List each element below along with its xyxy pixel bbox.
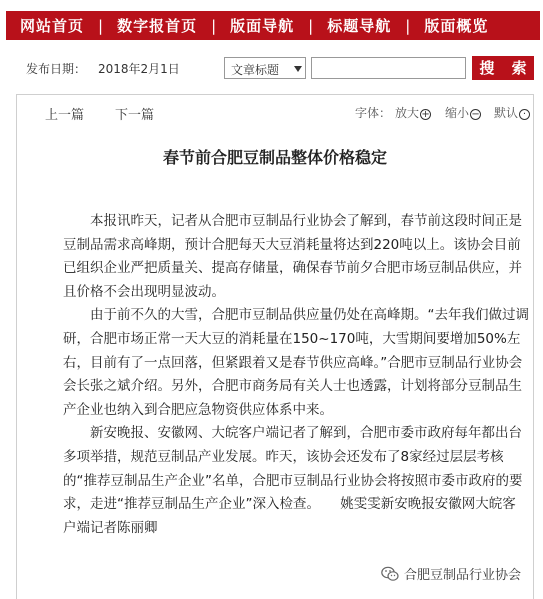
wechat-icon (381, 566, 399, 582)
font-enlarge-label: 放大 (395, 106, 420, 120)
article-container (16, 94, 534, 599)
font-enlarge-button[interactable] (395, 104, 431, 121)
article-body (63, 210, 529, 540)
article-paragraph: 由于前不久的大雪，合肥市豆制品供应量仍处在高峰期。“去年我们做过调研，合肥市场正常一天大豆的消耗量在150~170吨，大雪期间要增加50%左右，目前有了一点回落，但紧跟着又是春节供应高峰。”合肥市豆制品行业协会会长张之斌介绍。另外，合肥市商务局有关人士也透露，计划将部分豆制品生产企业也纳入到合肥应急物资供应体系中来。 (63, 307, 529, 418)
font-shrink-button[interactable] (445, 104, 481, 121)
nav-separator: | (98, 16, 104, 35)
search-input[interactable] (311, 57, 466, 79)
nav-title-navigation[interactable]: 标题导航 (327, 17, 392, 35)
plus-circle-icon: + (421, 109, 430, 120)
next-article-link[interactable]: 下一篇 (115, 108, 155, 123)
nav-home[interactable]: 网站首页 (20, 17, 85, 35)
top-navigation-bar (6, 11, 540, 40)
search-button[interactable]: 搜 索 (472, 56, 534, 80)
nav-layout-overview[interactable]: 版面概览 (424, 17, 489, 35)
font-default-button[interactable] (494, 104, 530, 121)
search-field-selected-value: 文章标题 (231, 63, 280, 77)
article-title: 春节前合肥豆制品整体价格稳定 (162, 148, 387, 167)
prev-article-link[interactable]: 上一篇 (45, 108, 85, 123)
publish-date-value: 2018年2月1日 (98, 62, 180, 76)
font-size-label: 字体： (355, 106, 392, 120)
watermark-text: 合肥豆制品行业协会 (404, 568, 522, 583)
nav-digital-paper-home[interactable]: 数字报首页 (117, 17, 198, 35)
search-bar (6, 56, 540, 80)
font-shrink-label: 缩小 (445, 106, 470, 120)
nav-separator: | (308, 16, 314, 35)
publish-date-label: 发布日期： (26, 62, 87, 76)
font-default-label: 默认 (494, 106, 519, 120)
nav-separator: | (211, 16, 217, 35)
article-paragraph: 本报讯昨天，记者从合肥市豆制品行业协会了解到，春节前这段时间正是豆制品需求高峰期，预计合肥每天大豆消耗量将达到220吨以上。该协会目前已组织企业严把质量关、提高存储量，确保春节前夕合肥市场豆制品供应，并且价格不会出现明显波动。 (63, 213, 522, 300)
search-field-select[interactable] (224, 57, 306, 79)
nav-separator: | (405, 16, 411, 35)
article-paragraph: 新安晚报、安徽网、大皖客户端记者了解到，合肥市委市政府每年都出台多项举措，规范豆制品产业发展。昨天，该协会还发布了8家经过层层考核的“推荐豆制品生产企业”名单，合肥市豆制品行业协会将按照市委市政府的要求，走进“推荐豆制品生产企业”深入检查。 姚雯雯新安晚报安徽网大皖客户端记者陈丽卿 (63, 425, 523, 536)
chevron-down-icon (294, 66, 302, 72)
reset-circle-icon: · (519, 109, 530, 120)
minus-circle-icon: − (471, 109, 480, 120)
wechat-watermark (378, 562, 524, 585)
nav-layout-navigation[interactable]: 版面导航 (230, 17, 295, 35)
